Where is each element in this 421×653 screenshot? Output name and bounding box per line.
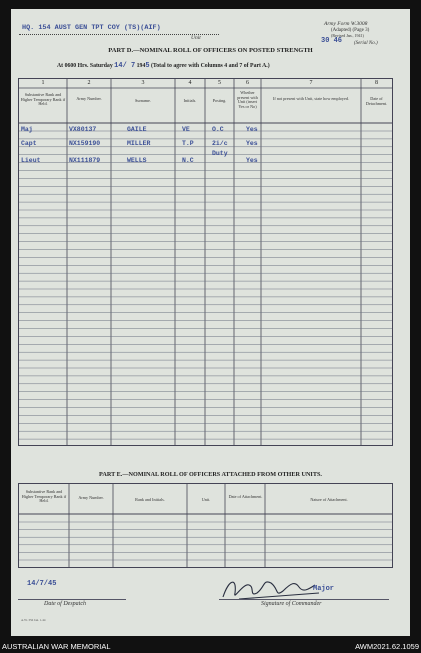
year-prefix: 194 xyxy=(136,63,146,69)
commander-rank: Major xyxy=(313,585,335,593)
row-3-number: NX111879 xyxy=(69,157,101,164)
col-number-6: 6 xyxy=(246,80,249,86)
roll-year: 5 xyxy=(145,62,150,70)
e-col-header-army-number: Army Number. xyxy=(78,495,104,500)
row-2-posting: 2i/c xyxy=(212,140,228,147)
signature-rule xyxy=(219,599,389,600)
row-1-posting: O.C xyxy=(212,126,224,133)
document-sheet xyxy=(11,9,410,636)
serial-number: 30 46 xyxy=(321,37,343,45)
row-3-rank: Lieut xyxy=(21,157,41,164)
row-3-posting: Duty xyxy=(212,150,228,157)
col-number-3: 3 xyxy=(141,80,145,86)
row-1-initials: VE xyxy=(182,126,190,133)
col-header-employment: If not present with Unit, state how employed. xyxy=(273,96,349,101)
row-1-number: VX80137 xyxy=(69,126,97,133)
row-1-rank: Maj xyxy=(21,126,33,133)
row-1-surname: GAILE xyxy=(127,126,147,133)
e-col-header-unit: Unit. xyxy=(201,497,211,502)
col-header-posting: Posting. xyxy=(212,98,227,103)
e-col-header-rank-initials: Rank and Initials. xyxy=(135,497,165,502)
despatch-date: 14/7/45 xyxy=(27,580,57,588)
roll-date: 14/ 7 xyxy=(114,62,136,70)
col-header-present: Whether present with Unit (insert Yes or No) xyxy=(237,90,258,109)
unit-name: HQ. 154 AUST GEN TPT COY (TS)(AIF) xyxy=(22,24,161,32)
signature-label: Signature of Commander xyxy=(261,601,322,607)
col-number-7: 7 xyxy=(309,80,313,86)
col-header-army-number: Army Number. xyxy=(76,96,102,101)
col-number-4: 4 xyxy=(188,80,192,86)
row-2-present: Yes xyxy=(246,140,258,147)
col-number-8: 8 xyxy=(375,80,378,86)
serial-label: (Serial No.) xyxy=(354,41,378,46)
row-3-present: Yes xyxy=(246,157,258,164)
part-d-title: PART D.—NOMINAL ROLL OF OFFICERS ON POSTED STRENGTH xyxy=(108,47,313,54)
row-2-number: NX159190 xyxy=(69,140,101,147)
part-e-table xyxy=(18,483,393,568)
archive-footer xyxy=(0,640,421,653)
form-line-1: Army Form W.3008 xyxy=(324,21,368,27)
unit-underline xyxy=(19,34,219,35)
footer-accession: AWM2021.62.1059 xyxy=(355,642,419,651)
col-header-detachment: Date of Detachment. xyxy=(365,96,388,106)
e-col-header-nature: Nature of Attachment. xyxy=(310,497,348,502)
col-header-rank: Substantive Rank and Higher Temporary Rank if Held. xyxy=(20,92,66,107)
row-2-rank: Capt xyxy=(21,140,37,147)
footer-institution: AUSTRALIAN WAR MEMORIAL xyxy=(2,642,111,651)
part-d-table xyxy=(18,78,393,446)
at-suffix: (Total to agree with Columns 4 and 7 of Part A.) xyxy=(151,63,270,69)
row-1-present: Yes xyxy=(246,126,258,133)
col-header-initials: Initials. xyxy=(183,98,197,103)
col-number-5: 5 xyxy=(218,80,221,86)
col-header-surname: Surname. xyxy=(135,98,151,103)
row-3-initials: N.C xyxy=(182,157,194,164)
e-col-header-rank: Substantive Rank and Higher Temporary Rank if Held. xyxy=(21,489,67,504)
col-number-2: 2 xyxy=(87,80,91,86)
despatch-rule xyxy=(18,599,126,600)
unit-label: Unit xyxy=(191,35,201,41)
row-2-surname: MILLER xyxy=(127,140,151,147)
part-d-ruled-lines xyxy=(19,79,392,445)
despatch-label: Date of Despatch xyxy=(44,601,86,607)
printer-note: A.W. 356 Jan. 1.44 xyxy=(21,618,46,622)
form-line-2: (Adapted) (Page 3) xyxy=(331,28,370,33)
row-3-surname: WELLS xyxy=(127,157,147,164)
at-prefix: At 0600 Hrs. Saturday xyxy=(57,63,113,69)
row-2-initials: T.P xyxy=(182,140,194,147)
part-d-at-line xyxy=(57,62,270,70)
form-line-3: (Revised Jan., 1941) xyxy=(331,33,364,38)
col-number-1: 1 xyxy=(41,80,45,86)
e-col-header-date: Date of Attachment. xyxy=(228,494,263,499)
part-e-title: PART E.—NOMINAL ROLL OF OFFICERS ATTACHED FROM OTHER UNITS. xyxy=(99,471,322,478)
